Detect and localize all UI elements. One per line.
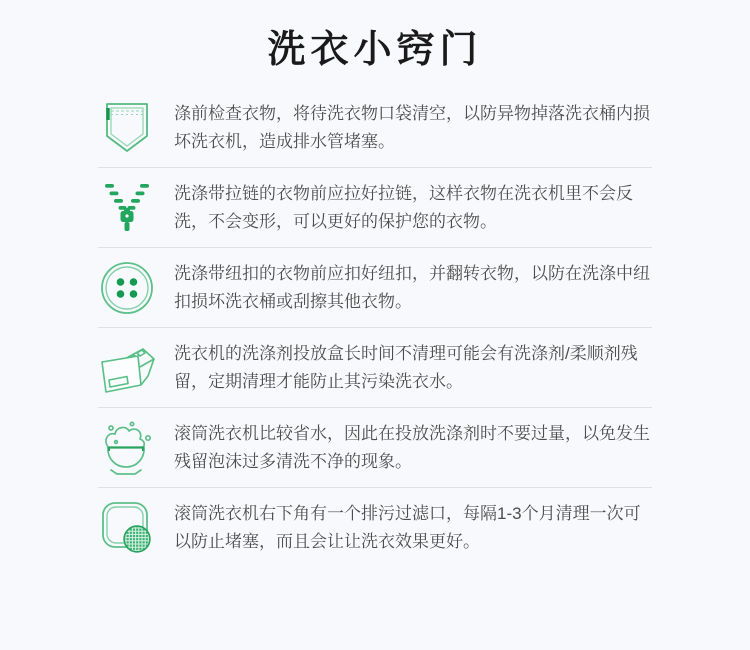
tip-text: 滚筒洗衣机右下角有一个排污过滤口，每隔1-3个月清理一次可以防止堵塞，而且会让让洗衣效果更好。 <box>174 504 641 551</box>
tip-item-pocket <box>98 88 652 168</box>
tip-item-zipper <box>98 168 652 248</box>
foam-icon <box>98 420 158 476</box>
tip-text: 洗涤带拉链的衣物前应拉好拉链，这样衣物在洗衣机里不会反洗，不会变形，可以更好的保护您的衣物。 <box>174 184 633 231</box>
zipper-icon <box>98 180 158 236</box>
page-title: 洗衣小窍门 <box>267 29 483 71</box>
pocket-icon <box>98 100 158 156</box>
button-icon <box>98 260 158 316</box>
tips-list <box>98 88 652 568</box>
tip-item-foam <box>98 408 652 488</box>
tip-text: 滚筒洗衣机比较省水，因此在投放洗涤剂时不要过量，以免发生残留泡沫过多清洗不净的现象。 <box>174 424 650 471</box>
tip-item-detergent-box <box>98 328 652 408</box>
tip-text: 涤前检查衣物，将待洗衣物口袋清空，以防异物掉落洗衣桶内损坏洗衣机，造成排水管堵塞。 <box>174 104 650 151</box>
detergent-box-icon <box>98 340 158 396</box>
tip-item-button <box>98 248 652 328</box>
tip-text: 洗衣机的洗涤剂投放盒长时间不清理可能会有洗涤剂/柔顺剂残留，定期清理才能防止其污染洗衣水。 <box>174 344 638 391</box>
tip-item-filter <box>98 488 652 568</box>
tip-text: 洗涤带纽扣的衣物前应扣好纽扣，并翻转衣物，以防在洗涤中纽扣损坏洗衣桶或刮擦其他衣物。 <box>174 264 650 311</box>
filter-icon <box>98 500 158 556</box>
